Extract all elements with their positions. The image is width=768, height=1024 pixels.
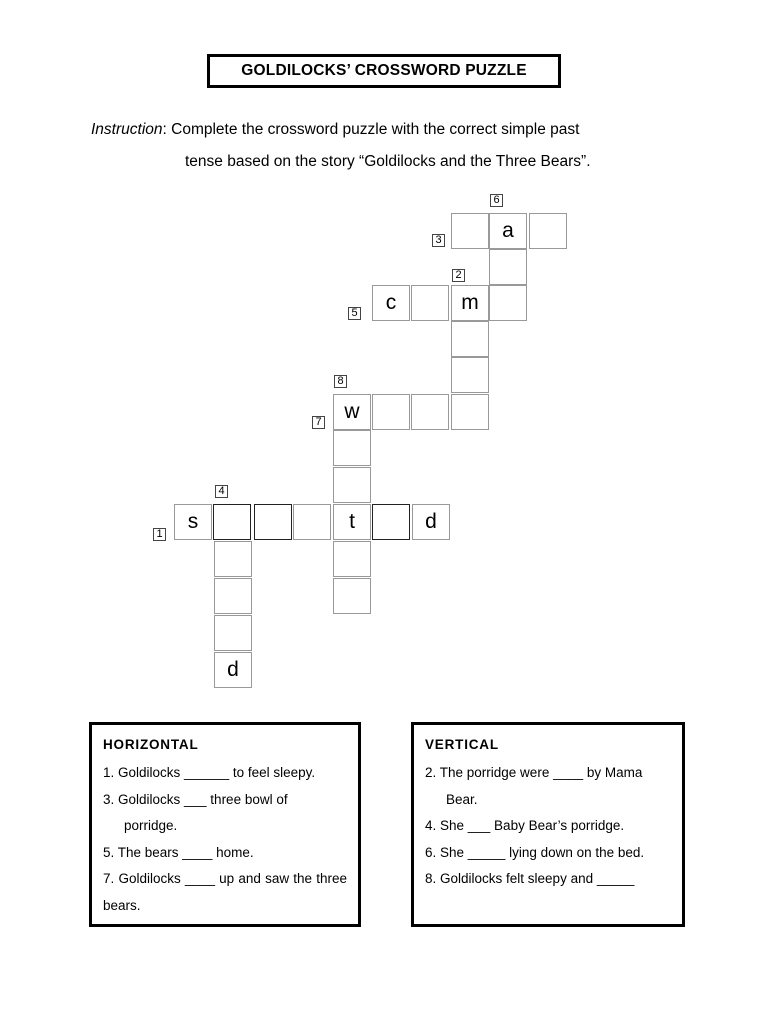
grid-cell[interactable] [254,504,292,540]
grid-cell[interactable] [214,615,252,651]
clue-number: 5 [348,307,361,320]
grid-cell[interactable] [174,504,212,540]
clue-number: 6 [490,194,503,207]
grid-letter: d [425,510,437,533]
grid-cell[interactable] [372,285,410,321]
grid-cell[interactable] [214,652,252,688]
vertical-heading: VERTICAL [425,737,499,752]
grid-cell[interactable] [529,213,567,249]
instruction-line-2: tense based on the story “Goldilocks and the Three Bears”. [185,153,591,170]
grid-letter: c [385,291,397,314]
grid-cell[interactable] [333,541,371,577]
grid-cell[interactable] [333,430,371,466]
clue-text: 2. The porridge were ____ by Mama [425,765,643,780]
clue-number: 4 [215,485,228,498]
clue-item: 8. Goldilocks felt sleepy and _____ [425,871,635,886]
grid-cell[interactable] [451,213,489,249]
clue-text: 3. Goldilocks ___ three bowl of [103,791,288,807]
clue-item: 1. Goldilocks ______ to feel sleepy. [103,765,316,780]
grid-cell[interactable] [451,321,489,357]
grid-letter: d [227,658,239,681]
clue-item [425,760,671,813]
grid-cell[interactable] [411,394,449,430]
grid-cell[interactable] [412,504,450,540]
grid-cell[interactable] [333,578,371,614]
clue-number: 3 [432,234,445,247]
grid-cell[interactable] [451,285,489,321]
grid-cell[interactable] [451,357,489,393]
grid-cell[interactable] [489,249,527,285]
clue-item: 4. She ___ Baby Bear’s porridge. [425,818,625,833]
grid-cell[interactable] [411,285,449,321]
grid-cell[interactable] [451,394,489,430]
horizontal-heading: HORIZONTAL [103,737,199,752]
instruction-label: Instruction [91,121,163,138]
clue-item: 6. She _____ lying down on the bed. [425,844,645,860]
vertical-clues-box [411,722,685,927]
clue-text-continued: porridge. [124,818,178,833]
grid-letter: w [344,400,360,423]
clue-number: 8 [334,375,347,388]
grid-cell[interactable] [214,578,252,614]
page-title: GOLDILOCKS’ CROSSWORD PUZZLE [241,62,527,79]
horizontal-clues-box [89,722,361,927]
grid-cell[interactable] [333,504,371,540]
grid-letter: m [461,291,479,314]
title-box [207,54,561,88]
grid-letter: a [502,219,514,242]
clue-item: 5. The bears ____ home. [103,844,254,860]
clue-number: 1 [153,528,166,541]
grid-cell[interactable] [333,394,371,430]
grid-cell[interactable] [372,394,410,430]
grid-cell[interactable] [293,504,331,540]
clue-number: 2 [452,269,465,282]
grid-cell[interactable] [213,504,251,540]
grid-letter: s [187,510,199,533]
grid-cell[interactable] [214,541,252,577]
clue-item: 7. Goldilocks ____ up and saw the three bears. [103,871,347,913]
grid-cell[interactable] [333,467,371,503]
clue-item [103,787,347,840]
grid-letter: t [349,510,355,533]
grid-cell[interactable] [372,504,410,540]
clue-text-continued: Bear. [446,791,478,807]
instruction-text-1: : Complete the crossword puzzle with the correct simple past [162,121,580,138]
clue-number: 7 [312,416,325,429]
grid-cell[interactable] [489,213,527,249]
grid-cell[interactable] [489,285,527,321]
instruction-line-1 [91,121,579,139]
